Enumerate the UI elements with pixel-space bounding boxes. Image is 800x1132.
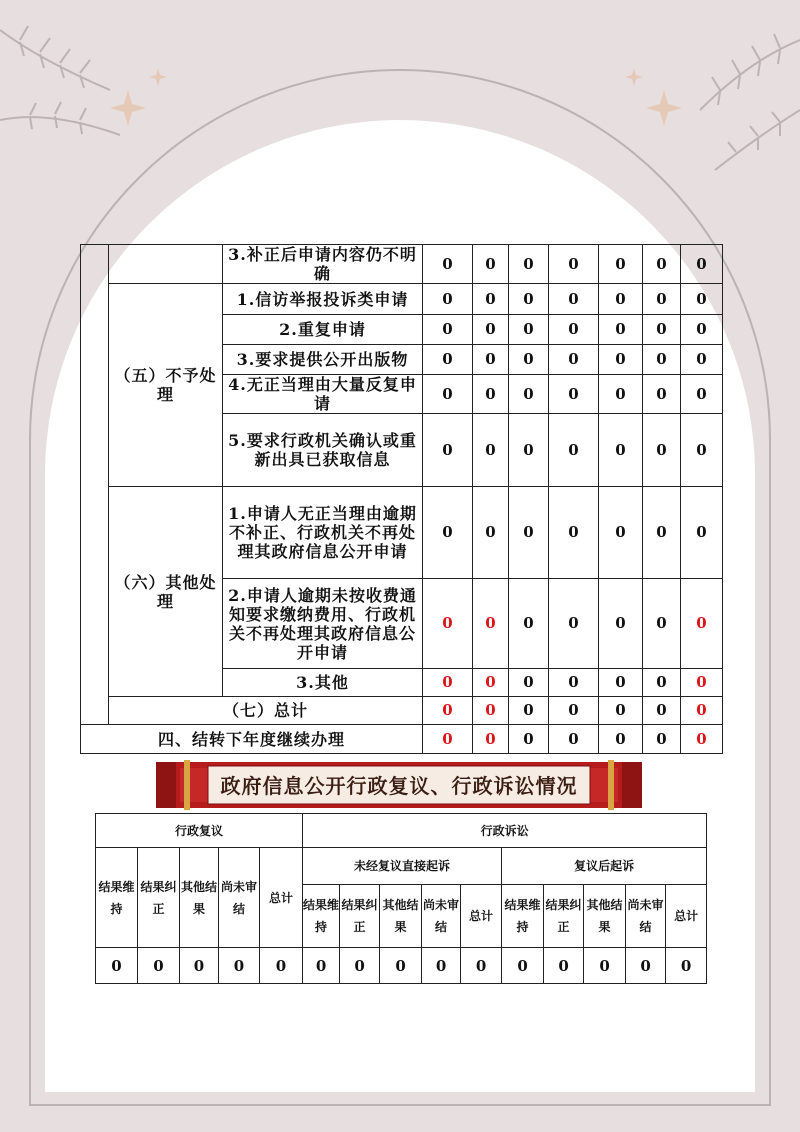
row-label: 4.无正当理由大量反复申请 (223, 375, 423, 414)
value-cell: 0 (584, 948, 626, 984)
col-label: 结果纠正 (138, 848, 180, 948)
value-cell: 0 (473, 697, 509, 725)
value-cell: 0 (643, 345, 681, 375)
disclosure-results-table (80, 244, 723, 754)
col-label: 总计 (666, 885, 707, 948)
value-cell: 0 (643, 414, 681, 487)
value-cell: 0 (509, 697, 549, 725)
value-cell: 0 (599, 345, 643, 375)
value-cell: 0 (643, 284, 681, 315)
col-label: 结果纠正 (544, 885, 584, 948)
value-cell: 0 (423, 345, 473, 375)
value-cell: 0 (599, 245, 643, 284)
review-litigation-table (95, 813, 707, 984)
value-cell: 0 (643, 579, 681, 669)
col-label: 其他结果 (380, 885, 422, 948)
value-cell: 0 (509, 414, 549, 487)
value-cell: 0 (681, 414, 723, 487)
value-cell: 0 (423, 414, 473, 487)
value-cell: 0 (260, 948, 303, 984)
value-cell: 0 (509, 669, 549, 697)
section-title-text: 政府信息公开行政复议、行政诉讼情况 (220, 774, 578, 798)
table-row (81, 697, 723, 725)
col-label: 结果维持 (303, 885, 340, 948)
header-admin-litigation: 行政诉讼 (303, 814, 707, 848)
table-row (81, 284, 723, 315)
value-cell: 0 (643, 725, 681, 754)
value-cell: 0 (549, 284, 599, 315)
value-cell: 0 (549, 697, 599, 725)
header-lawsuit-after-review: 复议后起诉 (502, 848, 707, 885)
value-cell: 0 (423, 245, 473, 284)
value-cell: 0 (509, 284, 549, 315)
value-cell: 0 (461, 948, 502, 984)
group-label-other-processing: （六）其他处理 (109, 487, 223, 697)
value-cell: 0 (473, 245, 509, 284)
value-cell: 0 (549, 245, 599, 284)
value-cell: 0 (549, 375, 599, 414)
value-cell: 0 (681, 697, 723, 725)
row-label: 1.申请人无正当理由逾期不补正、行政机关不再处理其政府信息公开申请 (223, 487, 423, 579)
value-cell: 0 (96, 948, 138, 984)
group-cell-empty (109, 245, 223, 284)
row-label: 3.其他 (223, 669, 423, 697)
col-label: 尚未审结 (219, 848, 260, 948)
row-label: 5.要求行政机关确认或重新出具已获取信息 (223, 414, 423, 487)
col-label: 结果维持 (502, 885, 544, 948)
row-label: 四、结转下年度继续办理 (81, 725, 423, 754)
value-cell: 0 (599, 315, 643, 345)
value-cell: 0 (599, 725, 643, 754)
col-label: 其他结果 (180, 848, 219, 948)
value-cell: 0 (599, 375, 643, 414)
value-cell: 0 (681, 669, 723, 697)
value-cell: 0 (422, 948, 461, 984)
row-label: （七）总计 (109, 697, 423, 725)
value-cell: 0 (509, 315, 549, 345)
value-cell: 0 (643, 375, 681, 414)
value-cell: 0 (423, 315, 473, 345)
value-cell: 0 (681, 579, 723, 669)
value-cell: 0 (473, 345, 509, 375)
value-cell: 0 (599, 284, 643, 315)
value-cell: 0 (681, 725, 723, 754)
col-label: 结果维持 (96, 848, 138, 948)
value-cell: 0 (549, 345, 599, 375)
value-cell: 0 (502, 948, 544, 984)
value-cell: 0 (681, 284, 723, 315)
value-cell: 0 (549, 669, 599, 697)
value-cell: 0 (643, 697, 681, 725)
left-outer-cell (81, 245, 109, 725)
value-cell: 0 (599, 579, 643, 669)
header-direct-lawsuit: 未经复议直接起诉 (303, 848, 502, 885)
table-row (81, 725, 723, 754)
row-label: 1.信访举报投诉类申请 (223, 284, 423, 315)
row-label: 3.要求提供公开出版物 (223, 345, 423, 375)
value-cell: 0 (138, 948, 180, 984)
value-cell: 0 (380, 948, 422, 984)
row-label: 2.申请人逾期未按收费通知要求缴纳费用、行政机关不再处理其政府信息公开申请 (223, 579, 423, 669)
value-cell: 0 (423, 669, 473, 697)
header-admin-review: 行政复议 (96, 814, 303, 848)
value-cell: 0 (643, 487, 681, 579)
value-cell: 0 (509, 487, 549, 579)
col-label: 尚未审结 (422, 885, 461, 948)
value-cell: 0 (180, 948, 219, 984)
value-cell: 0 (681, 487, 723, 579)
value-cell: 0 (473, 414, 509, 487)
value-cell: 0 (423, 697, 473, 725)
value-cell: 0 (681, 315, 723, 345)
value-cell: 0 (599, 697, 643, 725)
value-cell: 0 (666, 948, 707, 984)
value-cell: 0 (509, 725, 549, 754)
value-cell: 0 (626, 948, 666, 984)
value-cell: 0 (599, 487, 643, 579)
value-cell: 0 (643, 245, 681, 284)
value-cell: 0 (549, 725, 599, 754)
value-cell: 0 (473, 725, 509, 754)
value-cell: 0 (303, 948, 340, 984)
value-cell: 0 (509, 375, 549, 414)
value-cell: 0 (473, 315, 509, 345)
value-cell: 0 (681, 375, 723, 414)
value-cell: 0 (509, 345, 549, 375)
value-cell: 0 (219, 948, 260, 984)
col-label: 其他结果 (584, 885, 626, 948)
value-cell: 0 (473, 284, 509, 315)
value-cell: 0 (599, 669, 643, 697)
value-cell: 0 (473, 669, 509, 697)
col-label: 尚未审结 (626, 885, 666, 948)
value-cell: 0 (473, 579, 509, 669)
value-cell: 0 (549, 315, 599, 345)
value-cell: 0 (643, 315, 681, 345)
value-cell: 0 (423, 487, 473, 579)
row-label: 3.补正后申请内容仍不明确 (223, 245, 423, 284)
group-label-not-processed: （五）不予处理 (109, 284, 223, 487)
value-cell: 0 (509, 245, 549, 284)
value-cell: 0 (681, 345, 723, 375)
value-cell: 0 (423, 579, 473, 669)
value-cell: 0 (423, 284, 473, 315)
value-cell: 0 (599, 414, 643, 487)
value-cell: 0 (549, 487, 599, 579)
value-cell: 0 (340, 948, 380, 984)
value-cell: 0 (643, 669, 681, 697)
value-cell: 0 (549, 579, 599, 669)
row-label: 2.重复申请 (223, 315, 423, 345)
col-label: 总计 (461, 885, 502, 948)
table-row (81, 487, 723, 579)
col-label: 总计 (260, 848, 303, 948)
table-row (81, 245, 723, 284)
value-cell: 0 (549, 414, 599, 487)
value-cell: 0 (544, 948, 584, 984)
value-cell: 0 (423, 375, 473, 414)
value-cell: 0 (473, 487, 509, 579)
col-label: 结果纠正 (340, 885, 380, 948)
value-cell: 0 (473, 375, 509, 414)
value-cell: 0 (423, 725, 473, 754)
value-cell: 0 (509, 579, 549, 669)
value-cell: 0 (681, 245, 723, 284)
section-title (156, 758, 642, 810)
